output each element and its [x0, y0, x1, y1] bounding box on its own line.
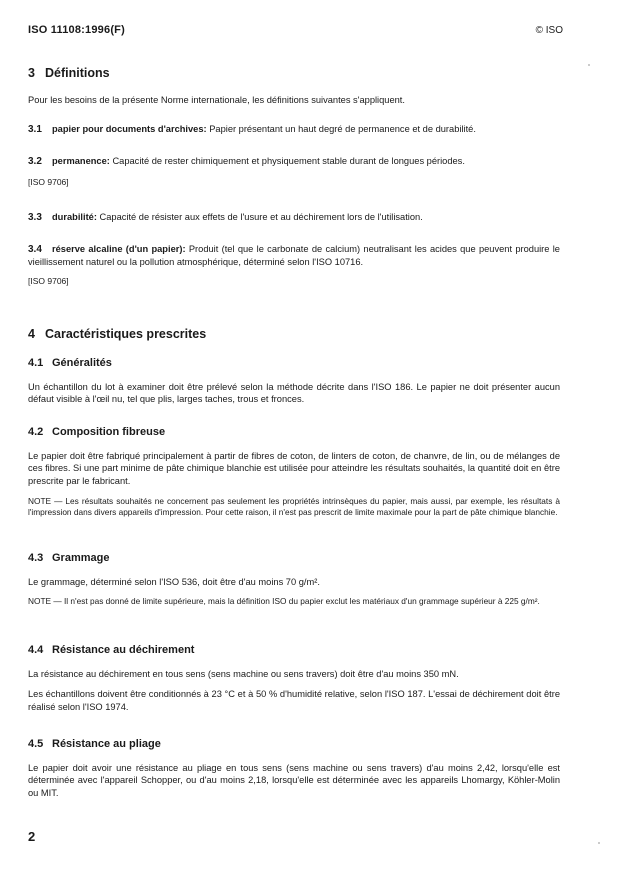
subsection-title: Généralités [52, 357, 112, 369]
subsection-4-2 [28, 426, 560, 518]
paragraph: Les échantillons doivent être conditionnés à 23 °C et à 50 % d'humidité relative, selon l'ISO 187. L'essai de déchirement doit être réalisé selon l'ISO 1974. [28, 689, 560, 712]
document-reference: ISO 11108:1996(F) [28, 24, 125, 36]
subsection-4-5 [28, 738, 560, 799]
note: NOTE — Il n'est pas donné de limite supérieure, mais la définition ISO du papier exclut les matériaux d'un grammage supérieur à 225 g/m². [28, 596, 540, 607]
section-title: Caractéristiques prescrites [45, 327, 207, 341]
paragraph: La résistance au déchirement en tous sens (sens machine ou sens travers) doit être d'au moins 350 mN. [28, 669, 459, 679]
definition-text: Papier présentant un haut degré de permanence et de durabilité. [206, 124, 476, 134]
definition-number: 3.2 [28, 156, 42, 167]
section-title: Définitions [45, 66, 110, 80]
definition-3-4 [28, 243, 560, 287]
definition-term: permanence: [52, 156, 110, 166]
copyright-mark: © ISO [535, 25, 563, 36]
subsection-number: 4.3 [28, 552, 44, 564]
subsection-title: Résistance au déchirement [52, 644, 195, 656]
note: NOTE — Les résultats souhaités ne concernent pas seulement les propriétés intrinsèques du papier, mais aussi, par exemple, les résultats à l'impression dans divers appareils d'impression. Pour cette raison, il n'est pas prescrit de limite maximale pour la part de pâte chimique blanchie. [28, 496, 560, 518]
paragraph: Le papier doit avoir une résistance au pliage en tous sens (sens machine ou sens travers) d'au moins 2,42, lorsqu'elle est déterminée avec l'appareil Schopper, ou d'au moins 2,18, lorsqu'elle est déterminée avec les appareils Lhomargy, Köhler-Molin ou MIT. [28, 763, 560, 798]
section-4-heading [28, 327, 560, 341]
section-3-intro [28, 94, 560, 106]
definition-3-1 [28, 123, 560, 136]
subsection-4-4 [28, 644, 560, 713]
subsection-4-1 [28, 357, 560, 406]
section-number: 4 [28, 327, 35, 341]
section-3-heading [28, 66, 560, 80]
definition-text: Produit (tel que le carbonate de calcium) neutralisant les acides que peuvent produire le vieillissement naturel ou la pollution atmosphérique, déterminé selon l'ISO 10716. [28, 244, 560, 268]
subsection-number: 4.4 [28, 644, 44, 656]
definition-3-2 [28, 155, 560, 189]
subsection-4-3 [28, 552, 560, 607]
definition-reference: [ISO 9706] [28, 177, 69, 188]
definition-reference: [ISO 9706] [28, 275, 69, 286]
paragraph: Un échantillon du lot à examiner doit être prélevé selon la méthode décrite dans l'ISO 186. Le papier ne doit présenter aucun défaut visible à l'œil nu, tel que plis, larges taches, trous et fronces. [28, 382, 560, 405]
definition-number: 3.1 [28, 124, 42, 135]
paragraph: Pour les besoins de la présente Norme internationale, les définitions suivantes s'appliquent. [28, 95, 405, 105]
subsection-title: Résistance au pliage [52, 738, 161, 750]
definition-number: 3.3 [28, 212, 42, 223]
paragraph: Le papier doit être fabriqué principalement à partir de fibres de coton, de linters de coton, de chanvre, de lin, ou de mélanges de ces fibres. Si une part minime de pâte chimique blanchie est utilisée pour atteindre les résultats souhaités, la quantité doit en être prescrite par le fabricant. [28, 451, 560, 486]
paragraph: Le grammage, déterminé selon l'ISO 536, doit être d'au moins 70 g/m². [28, 577, 320, 587]
definition-number: 3.4 [28, 244, 42, 255]
scan-speck [598, 842, 600, 844]
definition-text: Capacité de résister aux effets de l'usure et au déchirement lors de l'utilisation. [96, 212, 423, 222]
subsection-number: 4.5 [28, 738, 44, 750]
definition-text: Capacité de rester chimiquement et physiquement stable durant de longues périodes. [109, 156, 465, 166]
scan-speck [588, 64, 590, 66]
definition-term: réserve alcaline (d'un papier): [52, 244, 186, 254]
subsection-number: 4.1 [28, 357, 44, 369]
subsection-number: 4.2 [28, 426, 44, 438]
definition-term: durabilité: [52, 212, 97, 222]
subsection-title: Composition fibreuse [52, 426, 166, 438]
definition-term: papier pour documents d'archives: [52, 124, 207, 134]
definition-3-3 [28, 211, 560, 224]
page-number: 2 [28, 829, 36, 844]
subsection-title: Grammage [52, 552, 110, 564]
section-number: 3 [28, 66, 35, 80]
